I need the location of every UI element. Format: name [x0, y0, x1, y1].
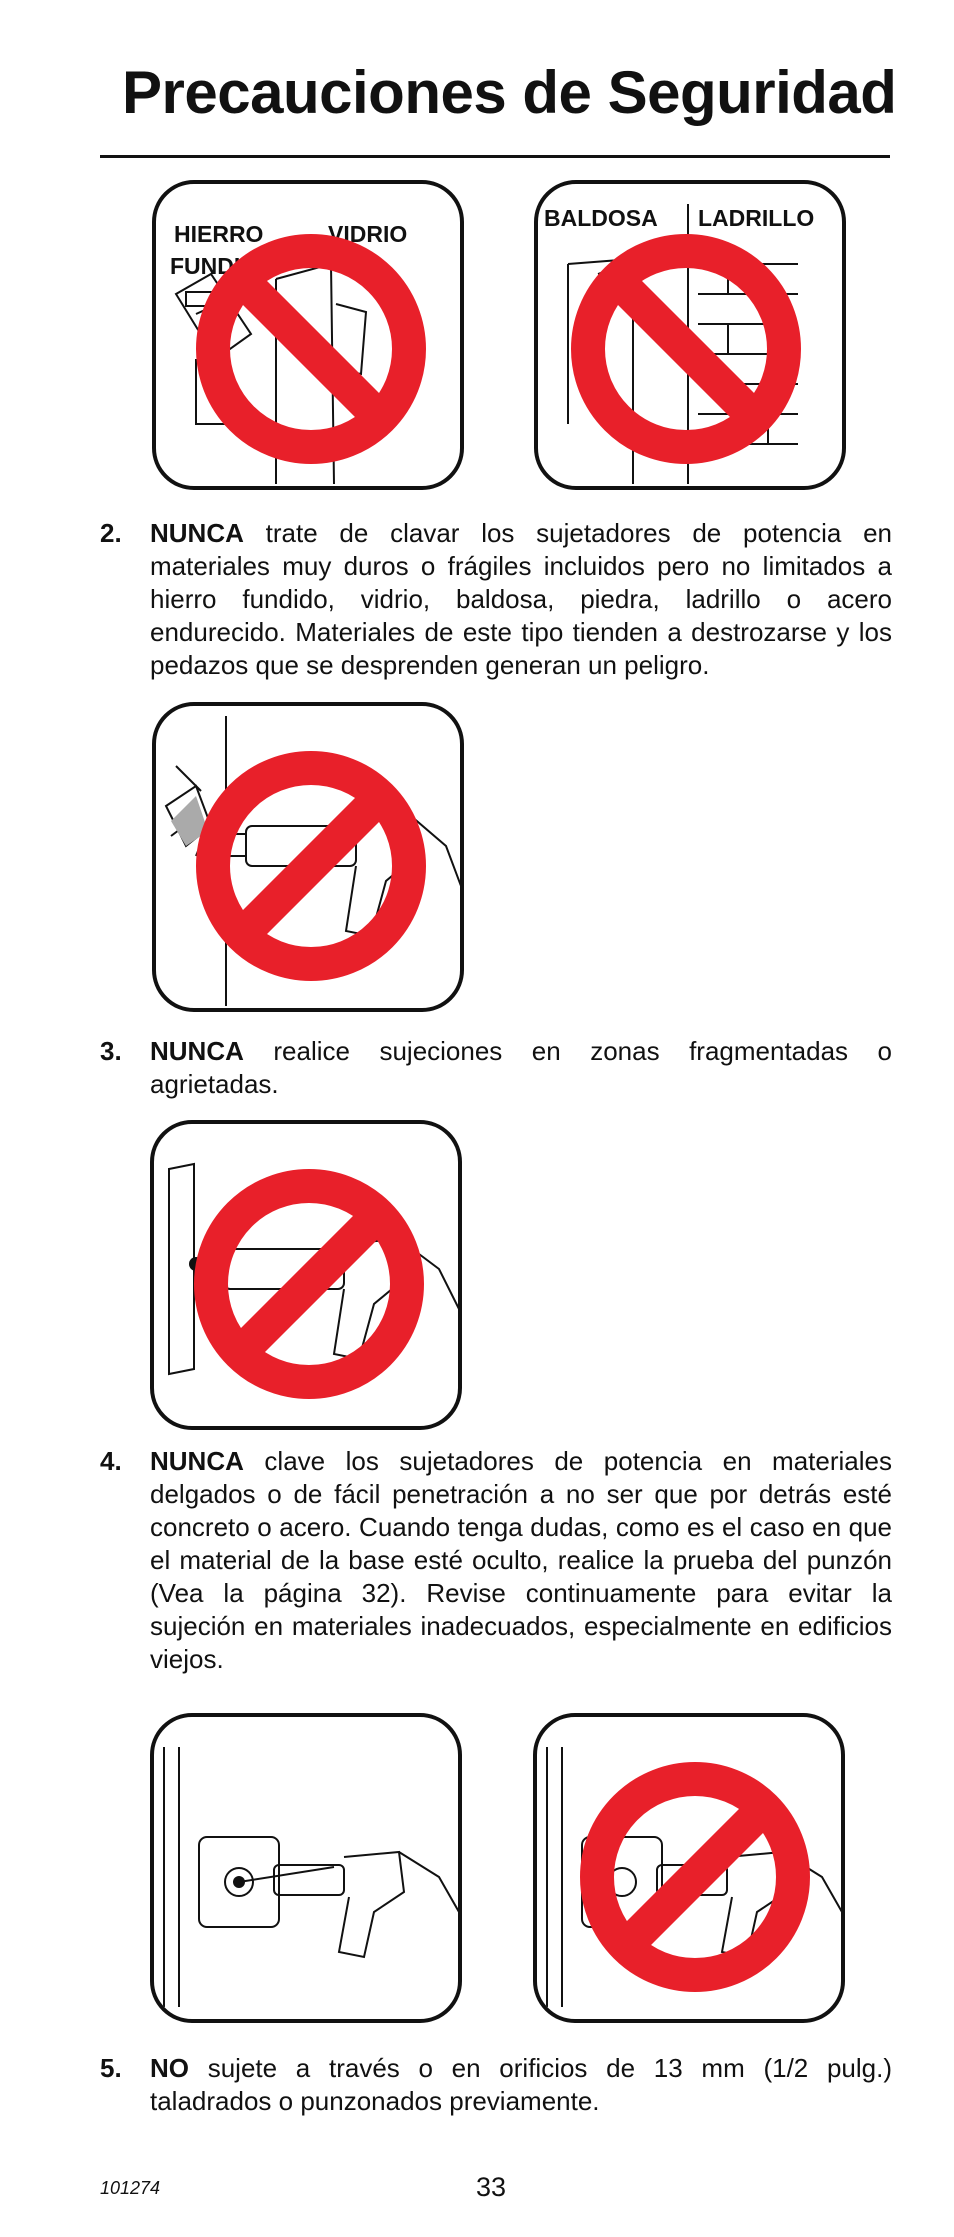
tile-brick-illustration [538, 184, 846, 490]
item-lead: NO [150, 2053, 189, 2083]
safety-item-5 [100, 2052, 892, 2118]
safety-item-4 [100, 1445, 892, 1676]
label-vidrio: VIDRIO [328, 221, 408, 247]
item-lead: NUNCA [150, 1446, 244, 1476]
label-ladrillo: LADRILLO [698, 205, 815, 231]
figure-hole-allowed [150, 1713, 462, 2023]
item-number: 2. [100, 518, 122, 548]
hole-allowed-illustration [154, 1717, 462, 2023]
cracked-surface-illustration [156, 706, 464, 1012]
item-text: realice sujeciones en zonas fragmentadas o agrietadas. [150, 1036, 892, 1099]
prohibition-icon [213, 251, 409, 447]
title-rule [100, 155, 890, 158]
item-text: trate de clavar los sujetadores de potencia en materiales muy duros o frágiles incluidos pero no limitados a hierro fundido, vidrio, baldosa, piedra, ladrillo o acero endurecido. Materiales de este tipo tienden a destrozarse y los pedazos que se desprenden generan un peligro. [150, 518, 892, 680]
page-title: Precauciones de Seguridad [122, 59, 897, 126]
hole-prohibited-illustration [537, 1717, 845, 2023]
page-number: 33 [476, 2172, 507, 2202]
safety-item-2 [100, 517, 892, 682]
prohibition-icon [211, 1186, 407, 1382]
label-fundido: FUNDIDO [170, 253, 275, 279]
label-hierro: HIERRO [174, 221, 264, 247]
prohibition-icon [588, 251, 784, 447]
item-text: clave los sujetadores de potencia en materiales delgados o de fácil penetración a no ser que por detrás esté concreto o acero. Cuando tenga dudas, como es el caso en que el material de la base esté oculto, realice la prueba del punzón (Vea la página 32). Revise continuamente para evitar la sujeción en materiales inadecuados, especialmente en edificios viejos. [150, 1446, 892, 1674]
label-baldosa: BALDOSA [544, 205, 658, 231]
item-number: 5. [100, 2053, 122, 2083]
figure-tile-brick [534, 180, 846, 490]
document-code: 101274 [100, 2178, 161, 2198]
figure-cracked-surface [152, 702, 464, 1012]
item-lead: NUNCA [150, 1036, 244, 1066]
figure-hole-prohibited [533, 1713, 845, 2023]
cast-iron-glass-illustration [156, 184, 464, 490]
thin-material-illustration [154, 1124, 462, 1430]
prohibition-icon [213, 768, 409, 964]
prohibition-icon [597, 1779, 793, 1975]
item-number: 4. [100, 1446, 122, 1476]
figure-thin-material [150, 1120, 462, 1430]
item-lead: NUNCA [150, 518, 244, 548]
item-text: sujete a través o en orificios de 13 mm (1/2 pulg.) taladrados o punzonados previamente. [150, 2053, 892, 2116]
figure-cast-iron-glass [152, 180, 464, 490]
item-number: 3. [100, 1036, 122, 1066]
safety-item-3 [100, 1035, 892, 1101]
